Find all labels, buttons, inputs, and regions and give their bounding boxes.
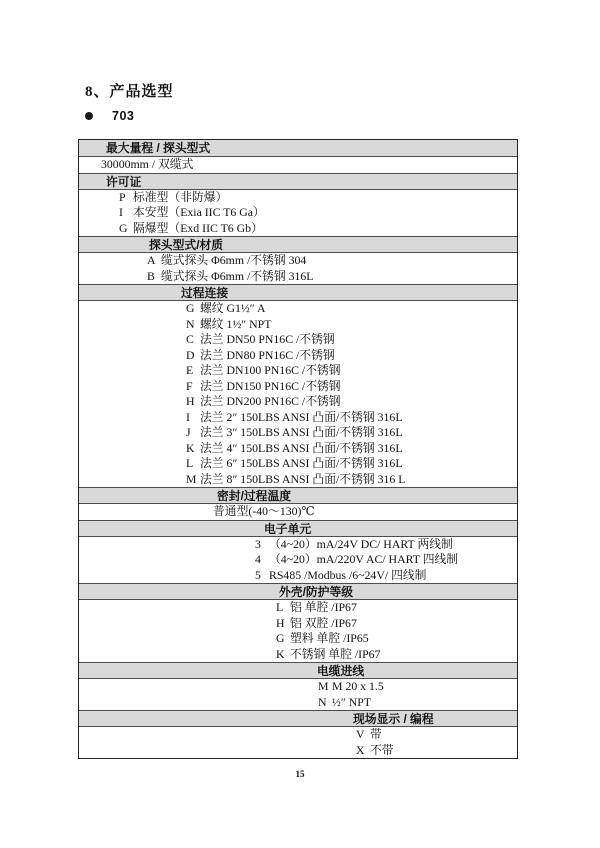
option-code: M [318, 679, 329, 693]
option-text: 法兰 8″ 150LBS ANSI 凸面/不锈钢 316 L [200, 471, 406, 486]
option-row [79, 190, 517, 206]
option-text: （4~20）mA/24V DC/ HART 两线制 [269, 536, 453, 551]
option-text: 法兰 DN150 PN16C /不锈钢 [200, 378, 341, 393]
option-text: RS485 /Modbus /6~24V/ 四线制 [269, 567, 427, 582]
section-header: 探头型式/材质 [79, 236, 517, 253]
model-number: 703 [112, 109, 135, 123]
option-text: 铝 双腔 /IP67 [290, 615, 357, 630]
option-code: K [186, 440, 195, 455]
option-code: N [318, 694, 327, 709]
option-code: N [186, 316, 195, 331]
option-code: D [186, 347, 195, 362]
option-row [79, 363, 517, 379]
option-text: 法兰 2″ 150LBS ANSI 凸面/不锈钢 316L [200, 409, 403, 424]
option-text: 缆式探头 Φ6mm /不锈钢 316L [161, 268, 314, 283]
option-code: 3 [255, 536, 261, 551]
section-header: 过程连接 [79, 284, 517, 301]
option-text: （4~20）mA/220V AC/ HART 四线制 [269, 552, 459, 566]
option-row [79, 695, 517, 711]
option-row [79, 394, 517, 410]
section-header: 最大量程 / 探头型式 [79, 140, 517, 157]
option-text: 普通型(-40～130)℃ [213, 504, 315, 518]
option-text: 法兰 3″ 150LBS ANSI 凸面/不锈钢 316L [200, 425, 403, 439]
option-code: M [186, 471, 197, 486]
option-row [79, 600, 517, 616]
option-row [79, 425, 517, 441]
section-header: 许可证 [79, 173, 517, 190]
option-code: K [276, 646, 285, 661]
option-row [79, 205, 517, 221]
option-code: G [119, 220, 128, 235]
section-header: 电子单元 [79, 520, 517, 537]
option-row [79, 679, 517, 695]
bullet-icon [85, 112, 93, 120]
option-row [79, 157, 517, 173]
option-text: 本安型（Exia IIC T6 Ga） [133, 205, 265, 219]
option-code: E [186, 363, 194, 377]
option-text: 不带 [370, 742, 394, 757]
product-selection-table [78, 139, 518, 759]
option-code: V [356, 727, 365, 741]
option-text: 法兰 4″ 150LBS ANSI 凸面/不锈钢 316L [200, 440, 403, 455]
option-row [79, 743, 517, 759]
option-row [79, 456, 517, 472]
option-row [79, 348, 517, 364]
section-header: 外壳/防护等级 [79, 583, 517, 600]
option-text: 法兰 DN80 PN16C /不锈钢 [200, 347, 335, 362]
option-text: 带 [370, 727, 382, 741]
option-code: B [147, 268, 155, 283]
page-number: 15 [295, 769, 305, 779]
option-code: H [186, 394, 195, 408]
option-code: J [186, 425, 191, 439]
page-title: 8、产品选型 [85, 84, 174, 100]
option-row [79, 631, 517, 647]
section-header: 现场显示 / 编程 [79, 710, 517, 727]
option-row [79, 727, 517, 743]
option-code: F [186, 378, 193, 393]
option-row [79, 504, 517, 520]
option-code: L [186, 456, 194, 470]
option-text: 螺纹 G1½″ A [200, 301, 266, 315]
option-code: A [147, 253, 156, 267]
option-code: I [119, 205, 123, 219]
option-row [79, 647, 517, 663]
option-row [79, 332, 517, 348]
option-text: 法兰 DN100 PN16C /不锈钢 [200, 363, 341, 377]
option-code: 5 [255, 567, 261, 582]
option-code: L [276, 600, 284, 614]
option-code: X [356, 742, 365, 757]
option-text: 法兰 DN200 PN16C /不锈钢 [200, 394, 341, 408]
option-text: 法兰 DN50 PN16C /不锈钢 [200, 332, 335, 346]
section-header: 密封/过程温度 [79, 487, 517, 504]
option-code: H [276, 615, 285, 630]
option-text: 铝 单腔 /IP67 [290, 600, 357, 614]
option-row [79, 269, 517, 285]
option-code: C [186, 332, 194, 346]
option-row [79, 221, 517, 237]
option-text: 螺纹 1½″ NPT [200, 316, 272, 331]
option-text: 法兰 6″ 150LBS ANSI 凸面/不锈钢 316L [200, 456, 403, 470]
option-code: 4 [255, 552, 261, 566]
option-row [79, 616, 517, 632]
option-row [79, 552, 517, 568]
option-row [79, 537, 517, 553]
option-text: M 20 x 1.5 [332, 679, 384, 693]
model-bullet-row [85, 109, 134, 123]
option-code: G [186, 301, 195, 315]
option-code: P [119, 189, 126, 204]
option-text: 不锈钢 单腔 /IP67 [290, 646, 381, 661]
option-text: 30000mm / 双缆式 [101, 157, 194, 171]
option-row [79, 379, 517, 395]
option-text: 缆式探头 Φ6mm /不锈钢 304 [161, 253, 307, 267]
option-code: G [276, 631, 285, 645]
option-row [79, 472, 517, 488]
option-text: 隔爆型（Exd IIC T6 Gb） [133, 220, 263, 235]
option-row [79, 317, 517, 333]
option-row [79, 410, 517, 426]
option-row [79, 441, 517, 457]
option-text: 标准型（非防爆） [133, 189, 228, 204]
option-text: 塑料 单腔 /IP65 [290, 631, 369, 645]
option-code: I [186, 409, 190, 424]
option-row [79, 568, 517, 584]
option-text: ½″ NPT [332, 694, 371, 709]
section-header: 电缆进线 [79, 662, 517, 679]
option-row [79, 301, 517, 317]
option-row [79, 253, 517, 269]
